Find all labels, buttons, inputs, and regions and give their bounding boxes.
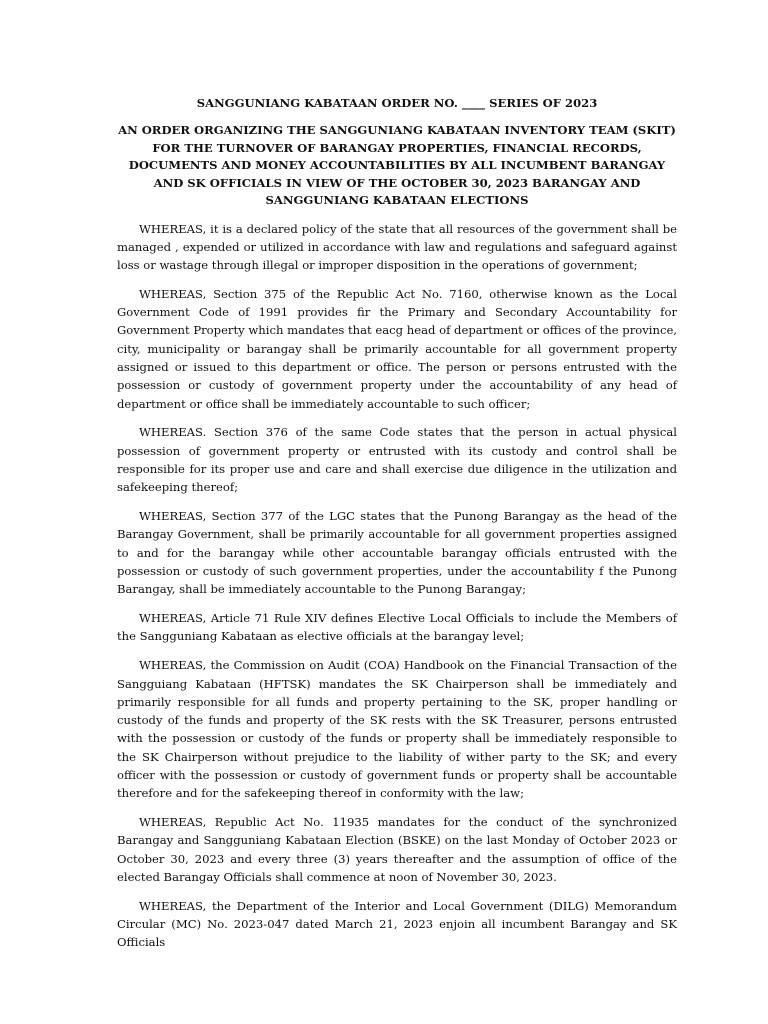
whereas-clause-6: WHEREAS, the Commission on Audit (COA) Handbook on the Financial Transaction of the Sangguiang Kabataan (HFTSK) mandates the SK Chairperson shall be immediately and primarily responsible for all funds and property pertaining to the SK, proper handling or custody of the funds and property of the SK rests with the SK Treasurer, persons entrusted with the possession or custody of the funds or property shall be immediately responsible to the SK Chairperson without prejudice to the liability of wither party to the SK; and every officer with the possession or custody of government funds or property shall be accountable therefore and for the safekeeping thereof in conformity with the law; [117,658,677,801]
whereas-clause-3: WHEREAS. Section 376 of the same Code states that the person in actual physical possession of government property or entrusted with its custody and control shall be responsible for its proper use and care and shall exercise due diligence in the utilization and safekeeping thereof; [117,425,677,495]
whereas-clause-7: WHEREAS, Republic Act No. 11935 mandates for the conduct of the synchronized Barangay and Sangguniang Kabataan Election (BSKE) on the last Monday of October 2023 or October 30, 2023 and every three (3) years thereafter and the assumption of office of the elected Barangay Officials shall commence at noon of November 30, 2023. [117,815,677,884]
order-heading: AN ORDER ORGANIZING THE SANGGUNIANG KABATAAN INVENTORY TEAM (SKIT) FOR THE TURNOVER OF BARANGAY PROPERTIES, FINANCIAL RECORDS, DOCUMENTS AND MONEY ACCOUNTABILITIES BY ALL INCUMBENT BARANGAY AND SK OFFICIALS IN VIEW OF THE OCTOBER 30, 2023 BARANGAY AND SANGGUNIANG KABATAAN ELECTIONS [118,123,676,207]
document-page [117,94,677,962]
whereas-clause-5: WHEREAS, Article 71 Rule XIV defines Elective Local Officials to include the Members of the Sangguniang Kabataan as elective officials at the barangay level; [117,611,677,644]
whereas-clause-4: WHEREAS, Section 377 of the LGC states that the Punong Barangay as the head of the Barangay Government, shall be primarily accountable for all government properties assigned to and for the barangay while other accountable barangay officials entrusted with the possession or custody of such government properties, under the accountability f the Punong Barangay, shall be immediately accountable to the Punong Barangay; [117,509,677,597]
whereas-clause-1: WHEREAS, it is a declared policy of the state that all resources of the government shall be managed , expended or utilized in accordance with law and regulations and safeguard against loss or wastage through illegal or improper disposition in the operations of government; [117,221,677,273]
whereas-clause-8: WHEREAS, the Department of the Interior and Local Government (DILG) Memorandum Circular (MC) No. 2023-047 dated March 21, 2023 enjoin all incumbent Barangay and SK Officials [117,898,677,950]
order-title: SANGGUNIANG KABATAAN ORDER NO. ____ SERIES OF 2023 [196,96,598,110]
whereas-clause-2: WHEREAS, Section 375 of the Republic Act No. 7160, otherwise known as the Local Government Code of 1991 provides fir the Primary and Secondary Accountability for Government Property which mandates that eacg head of department or offices of the province, city, municipality or barangay shall be primarily accountable for all government property assigned or issued to this department or office. The person or persons entrusted with the possession or custody of government property under the accountability of any head of department or office shall be immediately accountable to such officer; [117,286,677,411]
